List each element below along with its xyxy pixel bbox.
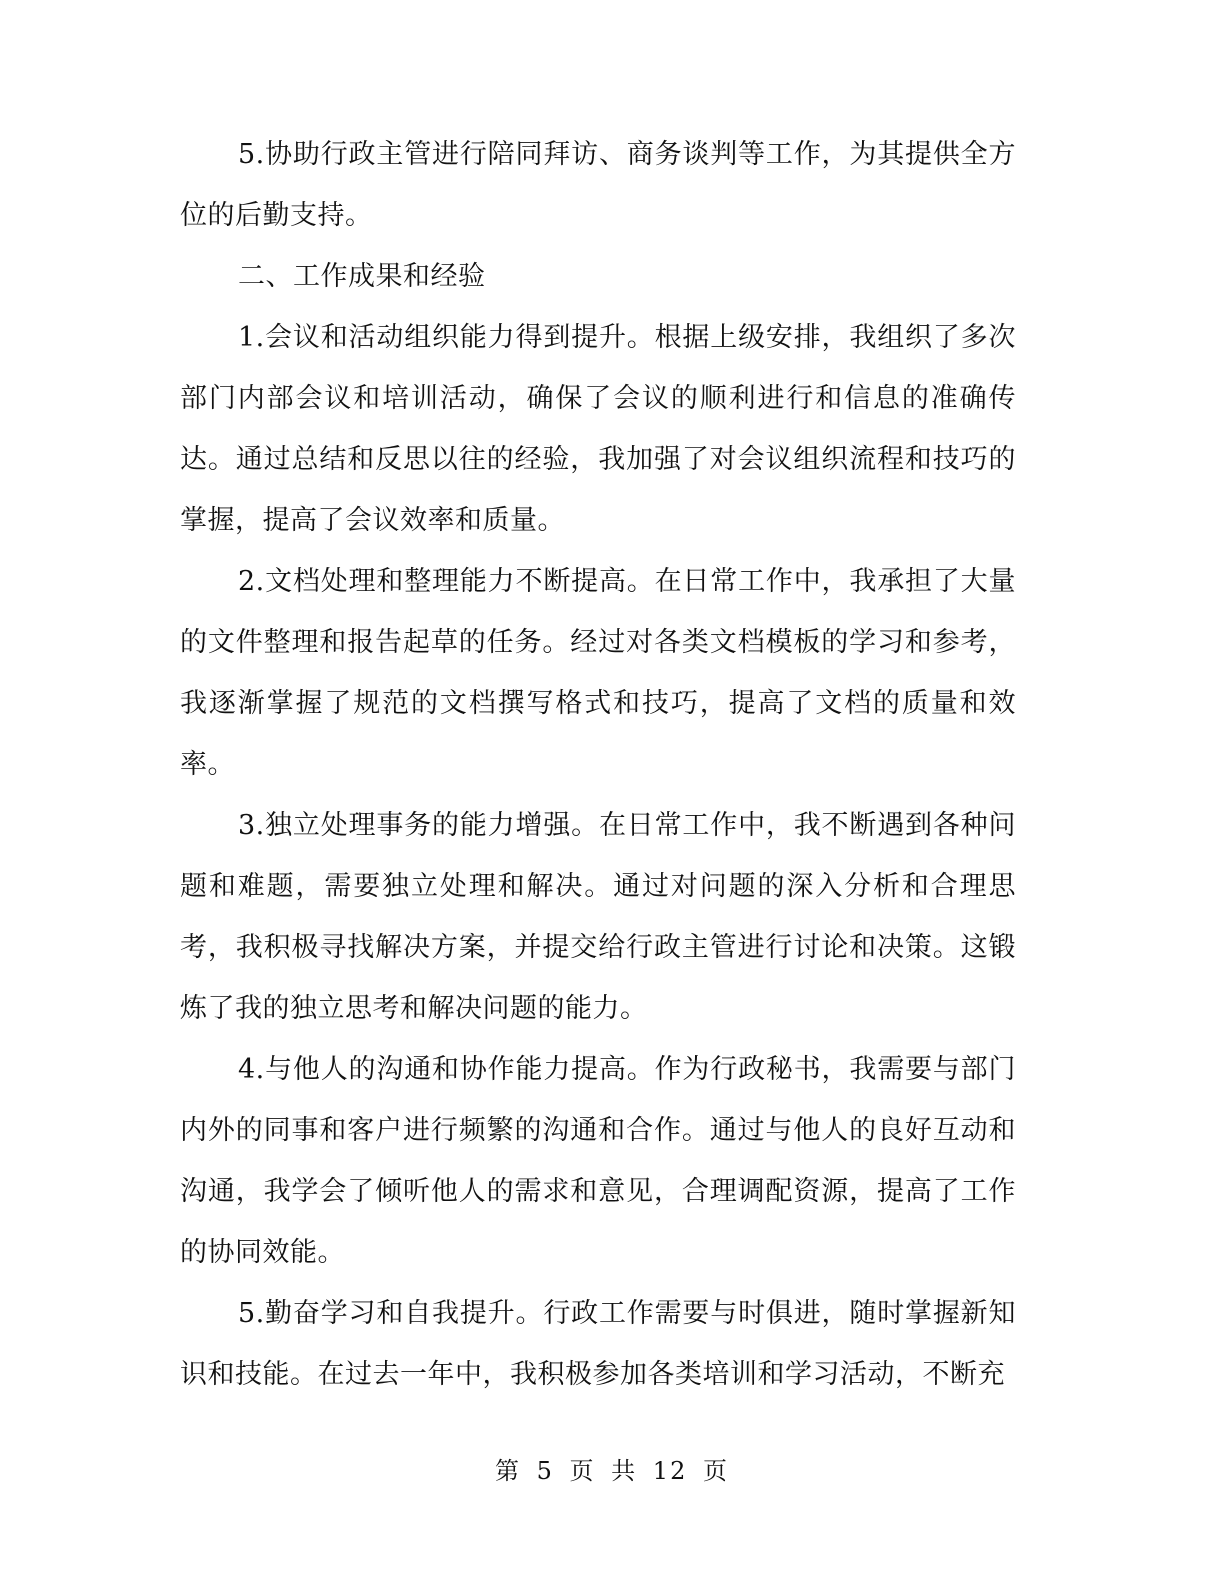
section-heading-results: 二、工作成果和经验 — [238, 261, 486, 292]
document-body — [180, 124, 1016, 1405]
paragraph-result-5-learning: 5.勤奋学习和自我提升。行政工作需要与时俱进，随时掌握新知识和技能。在过去一年中，我积极参加各类培训和学习活动，不断充 — [180, 1298, 1016, 1390]
paragraph-result-3-independence: 3.独立处理事务的能力增强。在日常工作中，我不断遇到各种问题和难题，需要独立处理和解决。通过对问题的深入分析和合理思考，我积极寻找解决方案，并提交给行政主管进行讨论和决策。这锻炼了我的独立思考和解决问题的能力。 — [180, 810, 1016, 1024]
paragraph-item-5-support: 5.协助行政主管进行陪同拜访、商务谈判等工作，为其提供全方位的后勤支持。 — [180, 139, 1016, 231]
paragraph-result-1-meetings: 1.会议和活动组织能力得到提升。根据上级安排，我组织了多次部门内部会议和培训活动，确保了会议的顺利进行和信息的准确传达。通过总结和反思以往的经验，我加强了对会议组织流程和技巧的掌握，提高了会议效率和质量。 — [180, 322, 1016, 536]
paragraph-result-2-documents: 2.文档处理和整理能力不断提高。在日常工作中，我承担了大量的文件整理和报告起草的任务。经过对各类文档模板的学习和参考，我逐渐掌握了规范的文档撰写格式和技巧，提高了文档的质量和效率。 — [180, 566, 1016, 780]
paragraph-result-4-communication: 4.与他人的沟通和协作能力提高。作为行政秘书，我需要与部门内外的同事和客户进行频繁的沟通和合作。通过与他人的良好互动和沟通，我学会了倾听他人的需求和意见，合理调配资源，提高了工作的协同效能。 — [180, 1054, 1016, 1268]
page-footer: 第 5 页 共 12 页 — [495, 1457, 729, 1485]
